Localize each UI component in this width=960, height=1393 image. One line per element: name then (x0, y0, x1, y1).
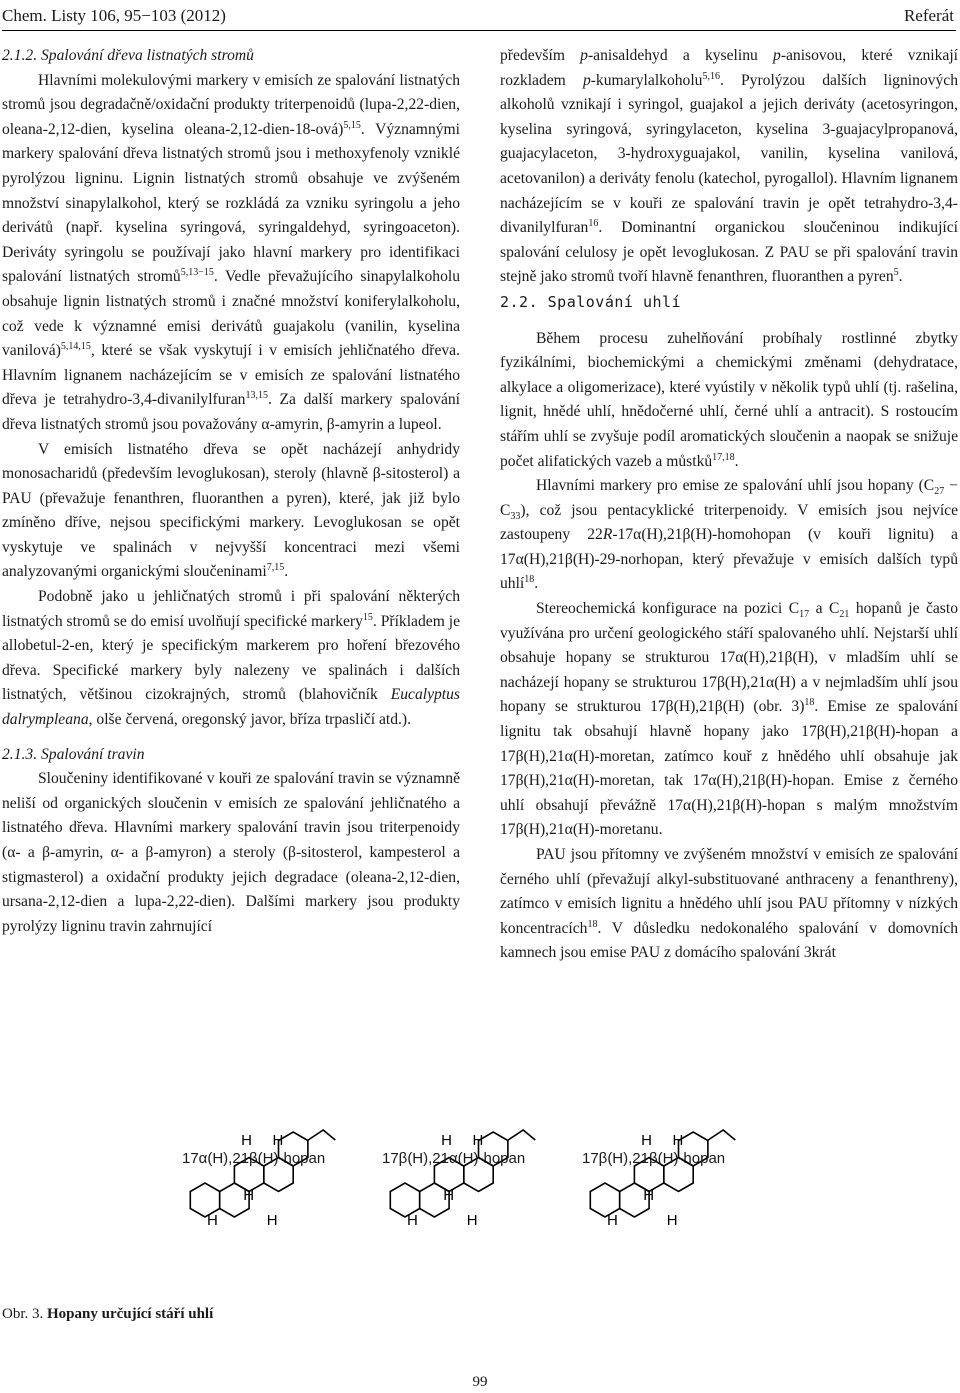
structure-label-1: 17α(H),21β(H)-hopan (182, 1150, 326, 1167)
hydrogen-label: H (641, 1132, 652, 1149)
paragraph: Hlavními molekulovými markery v emisích ze spalování listnatých stromů jsou degradačně/oxidační produkty triterpenoidů (lupa-2,22-dien, oleana-2,12-dien, kyselina oleana-2,12-dien-18-ová)$^{5,15}$. Významnými markery spalování dřeva listnatých stromů jsou i methoxyfenoly vzniklé pyrolýzou ligninu. Lignin listnatých stromů obsahuje ve zvýšeném množství sinapylalkohol, který se rozkládá za vzniku syringolu a jeho derivátů (např. kyselina syringová, syringaldehyd, syringoaceton). Deriváty syringolu se používají jako hlavní markery pro identifikaci spalování listnatých stromů$^{5,13-15}$. Vedle převažujícího sinapylalkoholu obsahuje lignin listnatých stromů i značné množství koniferylalkoholu, což vede k významné emisi derivátů guajakolu (vanilin, kyselina vanilová)$^{5,14,15}$, které se však vyskytují i v emisích jehličnatého dřeva. Hlavním lignanem nacházejícím se v emisích ze spalování listnatého dřeva je tetrahydro-3,4-divanilylfuran$^{13,15}$. Za další markery spalování dřeva listnatých stromů jsou považovány α-amyrin, β-amyrin a lupeol. (2, 71, 460, 433)
paragraph: PAU jsou přítomny ve zvýšeném množství v emisích ze spalování černého uhlí (převažují alkyl-substituované anthraceny a fenanthreny), zatímco v emisích lignitu a hnědého uhlí jsou PAU přítomny v nízkých koncentracích$^{18}$. V důsledku nedokonalého spalování v domovních kamnech jsou emise PAU z domácího spalování 3krát (500, 846, 958, 962)
hydrogen-label: H (243, 1187, 255, 1204)
hydrogen-label: H (407, 1212, 418, 1229)
paragraph: především p-anisaldehyd a kyselinu p-anisovou, které vznikají rozkladem p-kumarylalkoholu$^{5,16}$. Pyrolýzou dalších ligninových alkoholů vznikají i syringol, guajakol a jejich deriváty (acetosyringon, kyselina syringová, syringylaceton, kyselina 3-guajacylpropanová, guajacylaceton, 3-hydroxyguajakol, vanilin, kyselina vanilová, acetovanilon) a deriváty fenolu (katechol, pyrogallol). Hlavním lignanem nacházejícím se v kouři ze spalování travin je opět tetrahydro-3,4-divanilylfuran$^{16}$. Dominantní organickou sloučeninou indikující spalování celulosy je opět levoglukosan. Z PAU se při spalování travin stejně jako stromů tvoří hlavně fenanthren, fluoranthen a pyren$^5$. (500, 47, 959, 286)
hydrogen-label: H (441, 1132, 452, 1149)
right-column (500, 44, 958, 966)
hydrogen-label: H (643, 1187, 655, 1204)
article-type: Referát (903, 6, 954, 25)
figure-caption: Obr. 3. Hopany určující stáří uhlí (2, 1306, 214, 1322)
hydrogen-label: H (266, 1212, 278, 1229)
hydrogen-label: H (207, 1212, 218, 1229)
paragraph: Podobně jako u jehličnatých stromů i při spalování některých listnatých stromů se do emisí uvolňují specifické markery$^{15}$. Příkladem je allobetul-2-en, který je specifickým markerem pro hoření březového dřeva. Specifické markery byly nalezeny ve spalinách i dalších listnatých, většinou cizokrajných, stromů (blahovičník Eucalyptus dalrympleana, olše červená, oregonský javor, bříza trpasličí atd.). (2, 588, 460, 729)
paragraph: Stereochemická konfigurace na pozici $C_{17}$ a $C_{21}$ hopanů je často využívána pro určení geologického stáří spalovaného uhlí. Nejstarší uhlí obsahuje hopany se strukturou 17α(H),21β(H), v mladším uhlí se nacházejí hopany se strukturou 17β(H),21α(H) a v nejmladším uhlí jsou hopany se strukturou 17β(H),21β(H) (obr. 3)$^{18}$. Emise ze spalování lignitu tak obsahují hlavně hopany jako 17β(H),21β(H)-hopan a 17β(H),21α(H)-moretan, zatímco kouř z hnědého uhlí obsahuje jak 17β(H),21α(H)-moretan, tak 17α(H),21β(H)-hopan. Emise z černého uhlí obsahují převážně 17α(H),21β(H)-hopan s malým množstvím 17β(H),21α(H)-moretanu. (500, 600, 959, 839)
structure-label-2: 17β(H),21α(H)-hopan (382, 1150, 526, 1167)
hopane-molecule (190, 1130, 335, 1229)
paragraph: Hlavními markery pro emise ze spalování uhlí jsou hopany $(C_{27} - C_{33})$, což jsou pentacyklické triterpenoidy. V emisích jsou nejvíce zastoupeny 22R-17α(H),21β(H)-homohopan (v kouři lignitu) a 17α(H),21β(H)-29-norhopan, který převažuje v emisích dalších typů uhlí$^{18}$. (500, 477, 958, 593)
page-number: 99 (472, 1374, 488, 1390)
hydrogen-label: H (666, 1212, 678, 1229)
left-column (2, 44, 460, 939)
hydrogen-label: H (472, 1132, 484, 1149)
side-chain (508, 1130, 535, 1140)
header-rule (2, 30, 956, 31)
hydrogen-label: H (466, 1212, 478, 1229)
structure-label-3: 17β(H),21β(H)-hopan (582, 1150, 726, 1167)
side-chain (308, 1130, 335, 1140)
hydrogen-label: H (672, 1132, 684, 1149)
page-header (2, 6, 954, 30)
journal-citation: Chem. Listy 106, 95−103 (2012) (2, 6, 226, 25)
hopane-molecule (590, 1130, 735, 1229)
hydrogen-label: H (241, 1132, 252, 1149)
section-heading-22: 2.2. Spalování uhlí (500, 292, 682, 311)
hopane-structures (0, 1100, 960, 1290)
hydrogen-label: H (607, 1212, 618, 1229)
paragraph: Během procesu zuhelňování probíhaly rostlinné zbytky fyzikálními, biochemickými a chemickými změnami (dehydratace, alkylace a oligomerizace), které vyústily v několik typů uhlí (tj. rašelina, lignit, hnědé uhlí, hnědočerné uhlí, černé uhlí a antracit). S rostoucím stářím uhlí se zvyšuje podíl aromatických sloučenin a naopak se snižuje počet alifatických vazeb a můstků$^{17,18}$. (500, 329, 958, 470)
hopane-molecule (390, 1130, 535, 1229)
side-chain (708, 1130, 735, 1140)
section-heading-213: 2.1.3. Spalování travin (2, 745, 145, 763)
hydrogen-label: H (272, 1132, 284, 1149)
section-heading-212: 2.1.2. Spalování dřeva listnatých stromů (2, 47, 254, 64)
paragraph: V emisích listnatého dřeva se opět nacházejí anhydridy monosacharidů (především levoglukosan), steroly (hlavně β-sitosterol) a PAU (převažuje fenanthren, fluoranthen a pyren), které, jak již bylo zmíněno dříve, nejsou specifickými markery. Levoglukosan se opět vyskytuje ve spalinách v nejvyšší koncentraci mezi všemi analyzovanými organickými sloučeninami$^{7,15}$. (2, 440, 460, 581)
paragraph: Sloučeniny identifikované v kouři ze spalování travin se významně neliší od organických sloučenin v emisích ze spalování jehličnatého a listnatého dřeva. Hlavními markery spalování travin jsou triterpenoidy (α- a β-amyrin, α- a β-amyron) a steroly (β-sitosterol, kampesterol a stigmasterol) a oxidační produkty jejich degradace (oleana-2,12-dien, ursana-2,12-dien a lupa-2,22-dien). Dalšími markery jsou produkty pyrolýzy ligninu travin zahrnující (2, 770, 460, 935)
hydrogen-label: H (443, 1187, 455, 1204)
figure-hopanes (0, 1100, 960, 1290)
